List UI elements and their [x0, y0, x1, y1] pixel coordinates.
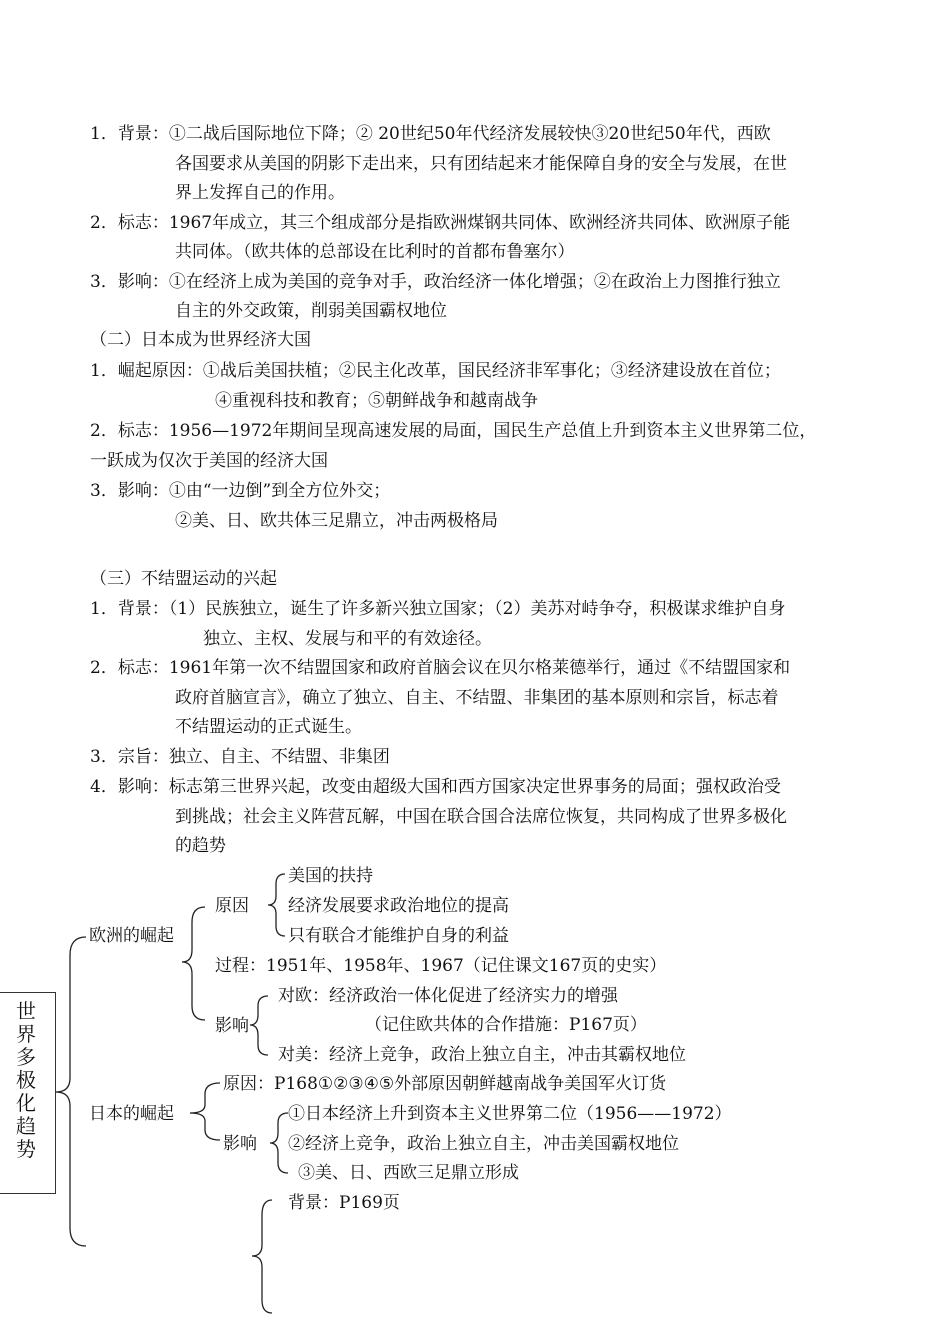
- sec4-line4c: 的趋势: [175, 836, 226, 856]
- japan-label: 日本的崛起: [89, 1104, 174, 1124]
- sec3-heading: （二）日本成为世界经济大国: [90, 330, 311, 350]
- sec3-line1b: ④重视科技和教育；⑤朝鲜战争和越南战争: [215, 391, 538, 411]
- europe-brace: [182, 907, 205, 1020]
- japan-impact-2: ②经济上竞争，政治上独立自主，冲击美国霸权地位: [288, 1134, 679, 1154]
- europe-label: 欧洲的崛起: [89, 926, 174, 946]
- sec3-line2a: 2．标志：1956—1972年期间呈现高速发展的局面，国民生产总值上升到资本主义世界第二位，: [90, 421, 817, 441]
- sec3-line2b: 一跃成为仅次于美国的经济大国: [90, 451, 328, 471]
- cause-brace: [268, 874, 285, 936]
- sec3-line1a: 1．崛起原因：①战后美国扶植；②民主化改革，国民经济非军事化；③经济建设放在首位；: [90, 361, 781, 381]
- europe-impact-eu: 对欧：经济政治一体化促进了经济实力的增强: [278, 986, 618, 1006]
- europe-impact-eu-note: （记住欧共体的合作措施：P167页）: [365, 1015, 647, 1035]
- sec2-line3b: 自主的外交政策，削弱美国霸权地位: [175, 301, 447, 321]
- europe-cause-3: 只有联合才能维护自身的利益: [288, 926, 509, 946]
- europe-cause-1: 美国的扶持: [288, 866, 373, 886]
- sec4-line2a: 2．标志：1961年第一次不结盟国家和政府首脑会议在贝尔格莱德举行，通过《不结盟国家和: [90, 658, 791, 678]
- sec4-line4b: 到挑战；社会主义阵营瓦解，中国在联合国合法席位恢复，共同构成了世界多极化: [175, 807, 787, 827]
- root-title: 世界多极化趋势: [16, 999, 36, 1161]
- japan-brace: [190, 1083, 220, 1140]
- japan-impact-3: ③美、日、西欧三足鼎立形成: [298, 1163, 519, 1183]
- japan-impact-brace: [270, 1113, 288, 1173]
- sec2-line2b: 共同体。（欧共体的总部设在比利时的首都布鲁塞尔）: [175, 242, 575, 262]
- sec4-line2b: 政府首脑宣言》，确立了独立、自主、不结盟、非集团的基本原则和宗旨，标志着: [175, 688, 779, 708]
- sec2-line1b: 各国要求从美国的阴影下走出来，只有团结起来才能保障自身的安全与发展，在世: [175, 154, 787, 174]
- root-brace: [56, 937, 86, 1246]
- sec3-line3a: 3．影响：①由“一边倒”到全方位外交；: [90, 481, 391, 501]
- japan-impact-1: ①日本经济上升到资本主义世界第二位（1956——1972）: [288, 1104, 732, 1124]
- sec2-line2a: 2．标志：1967年成立，其三个组成部分是指欧洲煤钢共同体、欧洲经济共同体、欧洲原子能: [90, 213, 791, 233]
- sec3-line3b: ②美、日、欧共体三足鼎立，冲击两极格局: [175, 511, 498, 531]
- europe-cause-label: 原因: [215, 896, 249, 916]
- sec2-line3a: 3．影响：①在经济上成为美国的竞争对手，政治经济一体化增强；②在政治上力图推行独立: [90, 272, 781, 292]
- europe-cause-2: 经济发展要求政治地位的提高: [288, 896, 509, 916]
- sec4-line3: 3．宗旨：独立、自主、不结盟、非集团: [90, 747, 390, 767]
- nam-brace: [252, 1200, 272, 1313]
- impact-brace: [250, 996, 268, 1055]
- europe-process: 过程：1951年、1958年、1967（记住课文167页的史实）: [215, 956, 667, 976]
- sec4-heading: （三）不结盟运动的兴起: [90, 569, 277, 589]
- nam-background: 背景：P169页: [288, 1193, 400, 1213]
- europe-impact-label: 影响: [215, 1016, 249, 1036]
- sec2-line1c: 界上发挥自己的作用。: [175, 183, 345, 203]
- europe-impact-us: 对美：经济上竞争，政治上独立自主，冲击其霸权地位: [278, 1045, 686, 1065]
- sec4-line4a: 4．影响：标志第三世界兴起，改变由超级大国和西方国家决定世界事务的局面；强权政治受: [90, 777, 781, 797]
- sec4-line1a: 1．背景：（1）民族独立，诞生了许多新兴独立国家；（2）美苏对峙争夺，积极谋求维护自身: [90, 599, 786, 619]
- japan-impact-label: 影响: [223, 1134, 257, 1154]
- japan-cause: 原因：P168①②③④⑤外部原因朝鲜越南战争美国军火订货: [223, 1074, 667, 1094]
- sec2-line1a: 1．背景：①二战后国际地位下降；② 20世纪50年代经济发展较快③20世纪50年代，西欧: [90, 124, 771, 144]
- sec4-line2c: 不结盟运动的正式诞生。: [175, 717, 362, 737]
- sec4-line1b: 独立、主权、发展与和平的有效途径。: [203, 629, 492, 649]
